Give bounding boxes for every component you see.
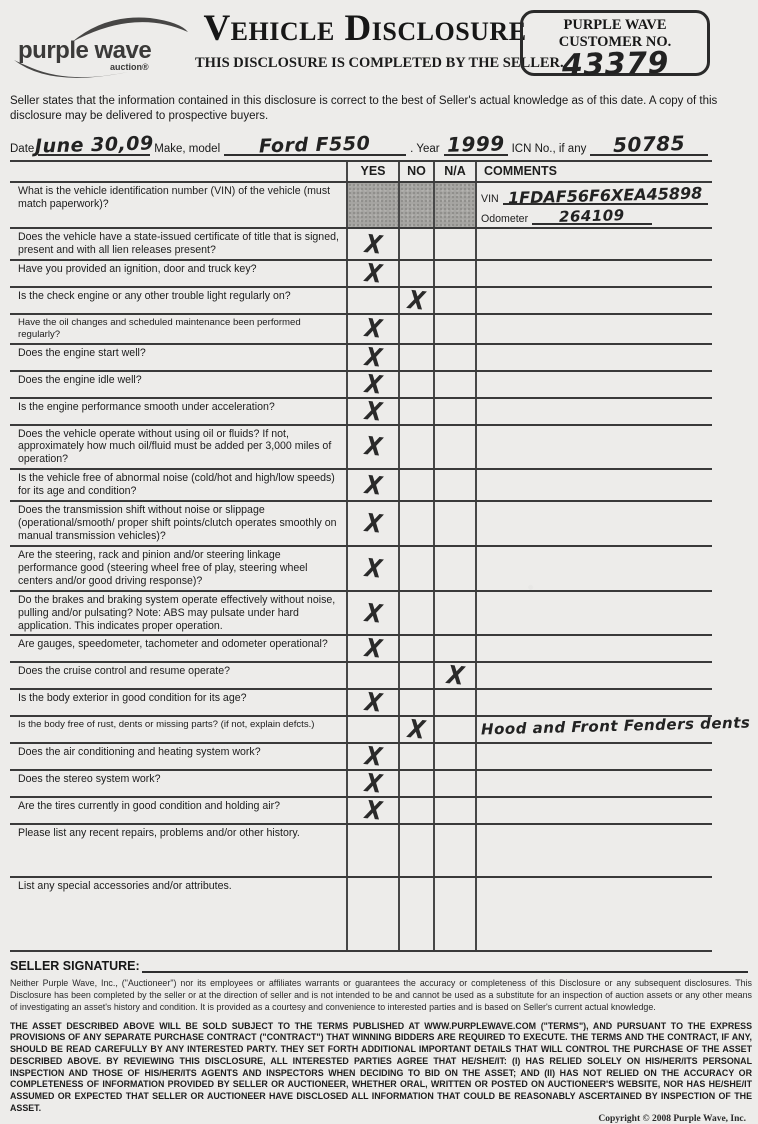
odometer-value: 264109	[559, 206, 626, 226]
comment-cell	[475, 229, 712, 259]
odometer-field	[532, 206, 652, 225]
table-row-vin	[10, 183, 712, 229]
question-text: Does the stereo system work?	[18, 773, 161, 786]
comment-cell	[475, 288, 712, 313]
yes-cell	[346, 742, 398, 774]
legal-paragraph-2: THE ASSET DESCRIBED ABOVE WILL BE SOLD SUBJECT TO THE TERMS PUBLISHED AT WWW.PURPLEWAVE.COM ("TERMS"), AND PURSUANT TO THE EXPRESS PROVISIONS OF ANY SEPARATE PURCHASE CONTRACT ("CONTRACT") THAT WINNING BIDDERS ARE REQUIRED TO EXECUTE. THE TERMS AND THE CONTRACT, IF ANY, SHOULD BE READ CAREFULLY BY ANY INTERESTED PARTY. THEY SET FORTH ADDITIONAL IMPORTANT DETAILS THAT WILL CONTROL THE PURCHASE OF THE ASSET DESCRIBED ABOVE. BY REVIEWING THIS DISCLOSURE, ALL INTERESTED PARTIES AGREE THAT HE/SHE/IT: (I) HAS RELIED SOLELY ON HIS/HER/ITS PERSONAL INSPECTION AND THOSE OF HIS/HER/ITS AGENTS AND INSPECTORS WHEN DECIDING TO BID ON THE ASSET; AND (II) HAS NOT RELIED ON THE ACCURACY OR COMPLETENESS OF INFORMATION PROVIDED BY SELLER OR AUCTIONEER, WHETHER ORAL, WRITTEN OR POSTED ON AUCTIONEER'S WEBSITE, NOR HAS HE/SHE/IT ASSUMED OR EXPECTED THAT SELLER OR AUCTIONEER HAVE DISCLOSED ALL INFORMATION THAT COULD BE REASONABLY ASCERTAINED BY INSPECTION OF THE ASSET.	[10, 1020, 752, 1113]
page-subtitle: THIS DISCLOSURE IS COMPLETED BY THE SELLER.	[195, 54, 564, 71]
question-header-cell	[10, 162, 346, 181]
x-mark: X	[445, 661, 465, 693]
yes-cell	[346, 229, 398, 259]
no-cell	[398, 715, 433, 747]
question-text: Does the air conditioning and heating system work?	[18, 746, 261, 759]
x-mark: X	[363, 471, 383, 502]
comment-cell	[475, 502, 712, 545]
na-cell	[433, 261, 475, 286]
table-row	[10, 396, 712, 428]
na-cell	[433, 229, 475, 259]
table-row	[10, 288, 712, 315]
table-row	[10, 661, 712, 693]
comment-cell	[475, 663, 712, 688]
na-cell	[433, 372, 475, 397]
question-text: Does the cruise control and resume operate?	[18, 665, 230, 678]
customer-box-line2: CUSTOMER NO.	[558, 33, 672, 50]
x-mark: X	[406, 715, 427, 747]
no-cell	[398, 286, 433, 317]
seller-signature-row	[10, 959, 748, 973]
yes-cell	[346, 592, 398, 635]
yes-cell	[346, 663, 398, 688]
na-cell	[433, 798, 475, 823]
yes-cell	[346, 314, 398, 346]
table-row	[10, 369, 712, 401]
disclosure-table-body	[10, 229, 751, 952]
comment-cell	[475, 315, 712, 342]
intro-statement: Seller states that the information contained in this disclosure is correct to the best of Seller's actual knowledge as of this date. A copy of this disclosure may be delivered to prospective buyers.	[10, 95, 718, 122]
table-row	[10, 634, 712, 666]
make-field	[224, 132, 406, 156]
disclosure-table	[10, 160, 751, 953]
x-mark: X	[363, 769, 383, 801]
comment-cell	[475, 426, 712, 469]
question-text: Are the tires currently in good condition and holding air?	[18, 800, 281, 813]
question-text: Does the engine idle well?	[18, 373, 142, 386]
table-row	[10, 592, 712, 637]
question-text: Have the oil changes and scheduled maintenance been performed regularly?	[18, 317, 301, 340]
icn-value: 50785	[612, 130, 686, 157]
x-mark: X	[363, 742, 383, 774]
icn-label: ICN No., if any	[511, 142, 587, 155]
yes-cell	[346, 634, 398, 666]
comment-cell	[475, 183, 712, 227]
table-row	[10, 426, 712, 471]
question-text: Please list any recent repairs, problems and/or other history.	[18, 827, 300, 840]
question-text: Is the check engine or any other trouble light regularly on?	[18, 290, 291, 303]
table-row	[10, 825, 712, 878]
na-cell	[433, 825, 475, 876]
na-cell	[433, 183, 475, 227]
na-cell	[433, 502, 475, 545]
year-label: . Year	[410, 142, 440, 155]
x-mark: X	[363, 634, 383, 666]
na-cell	[433, 592, 475, 635]
na-cell	[433, 717, 475, 742]
yes-cell	[346, 288, 398, 313]
table-row	[10, 688, 712, 720]
comment-cell	[475, 798, 712, 823]
no-cell	[398, 663, 433, 688]
table-header-row	[10, 162, 712, 183]
x-mark: X	[363, 688, 383, 720]
no-cell	[398, 690, 433, 715]
page-title: Vehicle Disclosure	[203, 8, 527, 49]
odometer-label: Odometer	[481, 213, 529, 226]
yes-cell	[346, 688, 398, 720]
customer-number-value: 43379	[561, 45, 669, 84]
table-row	[10, 769, 712, 801]
question-text: List any special accessories and/or attributes.	[18, 880, 232, 893]
x-mark: X	[363, 314, 383, 346]
yes-cell	[346, 717, 398, 742]
x-mark: X	[363, 396, 383, 428]
table-row	[10, 878, 712, 952]
no-cell	[398, 426, 433, 469]
yes-cell	[346, 825, 398, 876]
no-cell	[398, 229, 433, 259]
yes-cell	[346, 342, 398, 374]
comment-cell	[475, 261, 712, 286]
na-cell	[433, 744, 475, 769]
table-row	[10, 261, 712, 288]
comment-cell	[475, 690, 712, 715]
date-label: Date	[10, 142, 35, 155]
yes-cell	[346, 878, 398, 950]
make-label: Make, model	[154, 142, 221, 155]
no-cell	[398, 470, 433, 500]
handwritten-comment: Hood and Front Fenders dents	[480, 713, 751, 739]
table-row	[10, 713, 751, 747]
na-cell	[433, 345, 475, 370]
question-text: Is the body exterior in good condition for its age?	[18, 692, 247, 705]
no-cell	[398, 798, 433, 823]
title-block	[195, 8, 564, 72]
x-mark: X	[406, 286, 427, 317]
vehicle-info-line	[10, 130, 748, 156]
yes-cell	[346, 396, 398, 428]
comment-cell	[475, 345, 712, 370]
question-text: Does the vehicle have a state-issued certificate of title that is signed, present and with all lien releases present?	[18, 231, 339, 257]
table-row	[10, 229, 712, 261]
vin-value: 1FDAF56F6XEA45898	[507, 183, 703, 208]
customer-box-line1: PURPLE WAVE	[563, 17, 667, 33]
na-cell	[433, 315, 475, 342]
no-cell	[398, 878, 433, 950]
comment-cell	[475, 592, 712, 635]
customer-number-box	[520, 10, 710, 84]
na-cell	[433, 470, 475, 500]
table-row	[10, 742, 712, 774]
vin-line	[481, 183, 708, 208]
no-cell	[398, 502, 433, 545]
na-cell	[433, 399, 475, 424]
x-mark: X	[363, 509, 383, 540]
x-mark: X	[363, 229, 383, 261]
table-row	[10, 315, 712, 344]
question-text: Have you provided an ignition, door and truck key?	[18, 263, 257, 276]
question-text: Does the vehicle operate without using oil or fluids? If not, approximately how much oil/fluid must be added per 3,000 miles of operation?	[18, 427, 332, 466]
date-field	[34, 132, 154, 158]
na-cell	[433, 690, 475, 715]
yes-cell	[346, 183, 398, 227]
no-cell	[398, 636, 433, 661]
vin-field	[503, 183, 708, 208]
comment-cell	[475, 372, 712, 397]
comment-cell	[475, 744, 712, 769]
x-mark: X	[363, 259, 383, 290]
yes-cell	[346, 426, 398, 469]
no-cell	[398, 744, 433, 769]
yes-cell	[346, 547, 398, 590]
no-cell	[398, 261, 433, 286]
question-text: Is the vehicle free of abnormal noise (cold/hot and high/low speeds) for its age and condition?	[18, 472, 335, 498]
na-cell	[433, 878, 475, 950]
logo-name: purple wave	[18, 37, 152, 64]
comment-cell	[475, 771, 712, 796]
date-value: June 30,09	[34, 132, 154, 158]
no-cell	[398, 345, 433, 370]
yes-cell	[346, 796, 398, 828]
seller-signature-label: SELLER SIGNATURE:	[10, 959, 140, 974]
table-row	[10, 470, 712, 502]
logo-sub: auction®	[110, 62, 149, 72]
comment-cell	[475, 636, 712, 661]
table-row	[10, 796, 712, 828]
table-row	[10, 502, 712, 547]
form-header	[10, 8, 748, 86]
table-row	[10, 547, 712, 592]
question-text: Are gauges, speedometer, tachometer and odometer operational?	[18, 638, 328, 651]
question-text: Are the steering, rack and pinion and/or steering linkage performance good (steering wheel free of play, steering wheel centers and/or good driving response)?	[18, 548, 308, 587]
comment-cell	[475, 713, 751, 742]
question-text: Is the body free of rust, dents or missing parts? (if not, explain defcts.)	[18, 719, 315, 731]
na-header: N/A	[433, 162, 475, 181]
no-cell	[398, 372, 433, 397]
x-mark: X	[363, 432, 383, 464]
legal-paragraph-1: Neither Purple Wave, Inc., ("Auctioneer") nor its employees or affiliates warrants or guarantees the accuracy or completeness of this Disclosure or any subsequent disclosures. This Disclosure has been completed by the seller or at the direction of seller and is not intended to be and cannot be used as a substitute for an inspection of auction assets or any other means of investigating an asset's history and condition. It is provided as a courtesy and convenience to interested parties and is based on Seller's current actual knowledge.	[10, 978, 752, 1012]
yes-cell	[346, 369, 398, 401]
x-mark: X	[363, 369, 383, 401]
na-cell	[433, 636, 475, 661]
no-cell	[398, 399, 433, 424]
no-cell	[398, 771, 433, 796]
no-cell	[398, 825, 433, 876]
icn-field	[590, 132, 708, 156]
no-cell	[398, 592, 433, 635]
seller-signature-line	[142, 961, 748, 973]
yes-cell	[346, 502, 398, 545]
no-header: NO	[398, 162, 433, 181]
yes-cell	[346, 259, 398, 290]
comment-cell	[475, 547, 712, 590]
question-text: What is the vehicle identification number (VIN) of the vehicle (must match paperwork)?	[18, 185, 331, 211]
logo-swoosh-graphic	[10, 12, 190, 82]
table-row	[10, 342, 712, 374]
na-cell	[433, 771, 475, 796]
comment-cell	[475, 825, 712, 876]
year-field	[444, 132, 508, 156]
purple-wave-logo	[10, 12, 190, 82]
copyright-notice: Copyright © 2008 Purple Wave, Inc.	[598, 1113, 746, 1124]
no-cell	[398, 315, 433, 342]
question-text: Do the brakes and braking system operate effectively without noise, pulling and/or pulsating? Note: ABS may pulsate under hard application. This indicates proper operation.	[18, 593, 336, 632]
yes-cell	[346, 769, 398, 801]
x-mark: X	[363, 554, 383, 585]
x-mark: X	[363, 598, 383, 630]
na-cell	[433, 288, 475, 313]
na-cell	[433, 661, 475, 693]
year-value: 1999	[446, 131, 505, 157]
yes-header: YES	[346, 162, 398, 181]
question-text: Does the transmission shift without noise or slippage (operational/smooth/ proper shift points/clutch operates smoothly on manual transmission vehicles)?	[18, 504, 337, 542]
yes-cell	[346, 470, 398, 500]
question-text: Is the engine performance smooth under acceleration?	[18, 400, 275, 413]
x-mark: X	[363, 796, 383, 828]
question-text: Does the engine start well?	[18, 346, 146, 359]
no-cell	[398, 547, 433, 590]
na-cell	[433, 547, 475, 590]
na-cell	[433, 426, 475, 469]
no-cell	[398, 183, 433, 227]
vin-label: VIN	[481, 193, 499, 206]
odometer-line	[481, 205, 708, 225]
comment-cell	[475, 399, 712, 424]
x-mark: X	[363, 342, 383, 374]
make-value: Ford F550	[259, 132, 372, 158]
comment-cell	[475, 470, 712, 500]
comments-header: COMMENTS	[475, 162, 712, 181]
comment-cell	[475, 878, 712, 950]
